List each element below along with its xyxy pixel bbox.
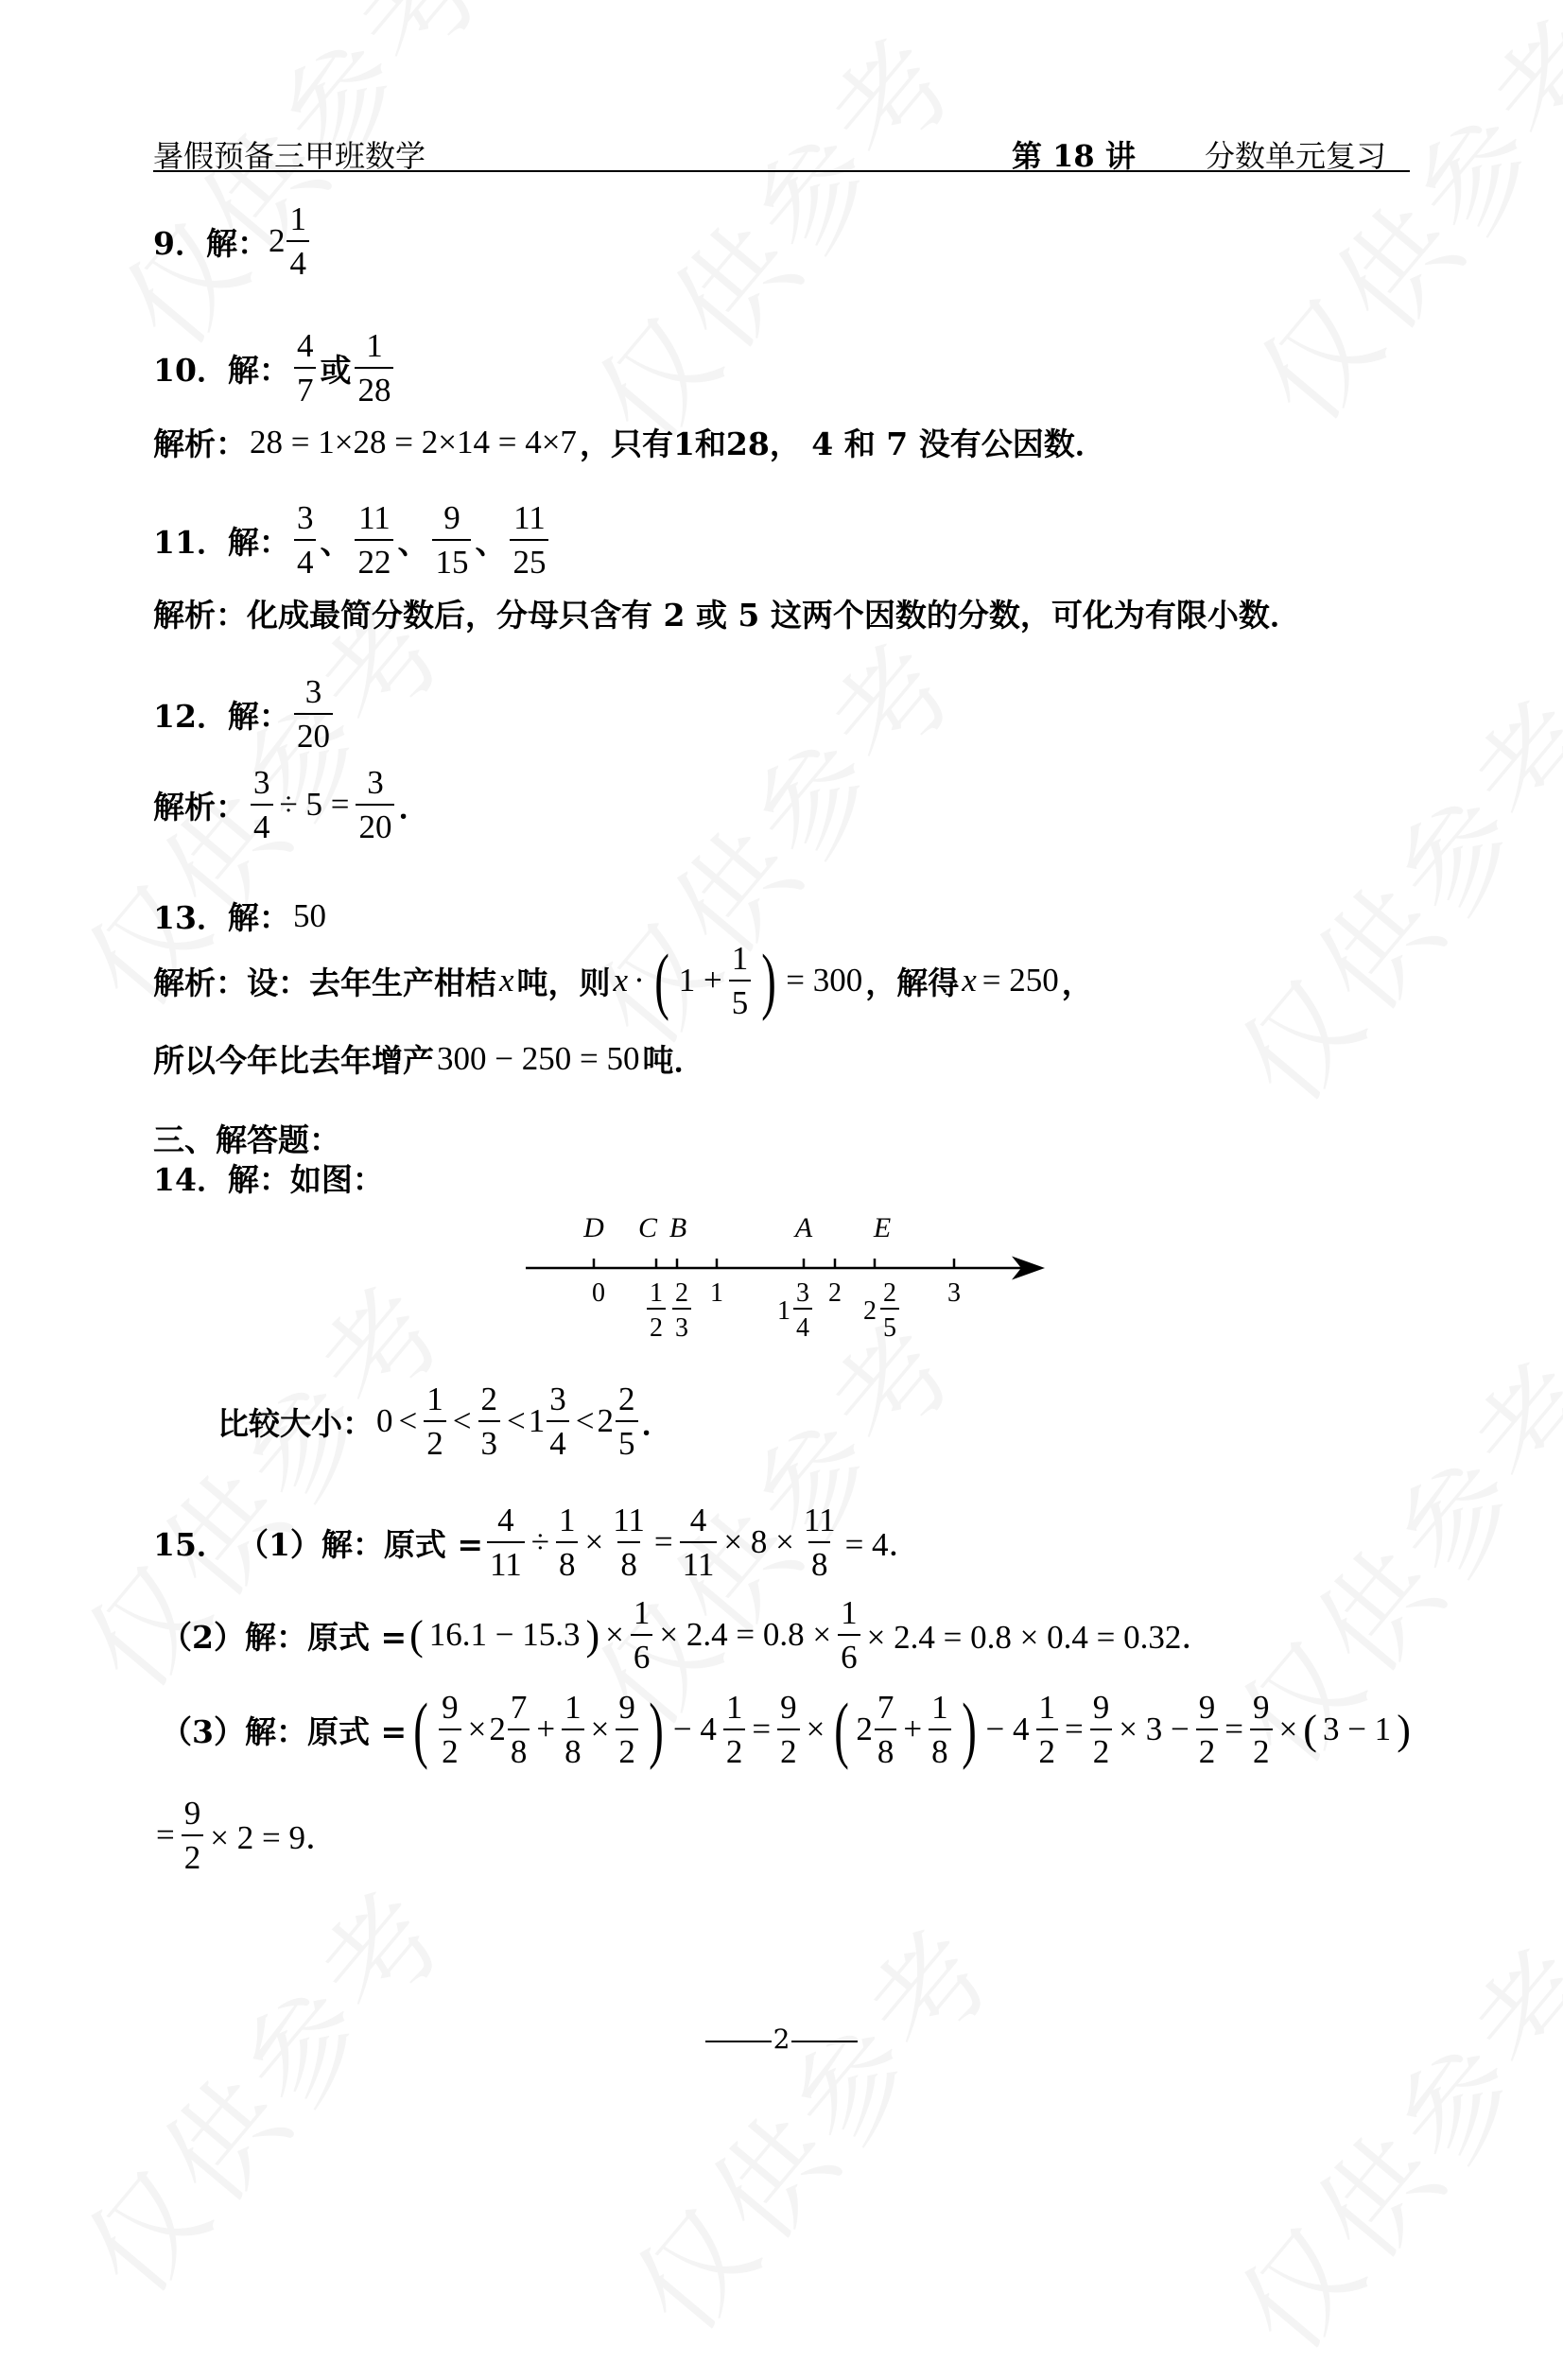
q12-line xyxy=(153,675,337,753)
tick-label-1: 1 xyxy=(710,1278,723,1308)
number-line-diagram xyxy=(511,1201,1059,1362)
numerator: 9 xyxy=(1198,1689,1216,1726)
operator: = xyxy=(1224,1711,1244,1747)
numerator: 3 xyxy=(367,764,384,801)
denominator: 6 xyxy=(838,1634,860,1674)
numerator: 3 xyxy=(304,673,322,710)
whole-part: 2 xyxy=(489,1711,506,1747)
fraction xyxy=(1250,1691,1273,1768)
denominator: 20 xyxy=(294,713,333,753)
q11-fraction xyxy=(355,501,393,579)
numerator: 2 xyxy=(675,1278,688,1308)
q15-part2 xyxy=(161,1596,1217,1674)
expression: × 2.4 = 0.8 × xyxy=(659,1616,832,1653)
analysis-text: ，只有1和28， 4 和 7 没有公因数． xyxy=(579,426,1106,462)
numerator: 7 xyxy=(510,1689,528,1726)
denominator: 4 xyxy=(251,804,273,843)
q15-part1 xyxy=(153,1503,925,1581)
fraction xyxy=(547,1382,569,1460)
fraction xyxy=(1196,1691,1219,1768)
denominator: 3 xyxy=(478,1420,501,1460)
operator: × 3 − xyxy=(1119,1711,1190,1747)
numerator: 2 xyxy=(480,1381,497,1417)
tick-label-0: 0 xyxy=(592,1278,605,1308)
operator: = xyxy=(752,1711,772,1747)
q12-label: 12．解： xyxy=(153,697,290,735)
numerator: 1 xyxy=(633,1594,651,1631)
variable-x: x xyxy=(613,962,629,999)
denominator: 4 xyxy=(547,1420,569,1460)
denominator: 2 xyxy=(1036,1729,1059,1768)
q13-label: 13．解： xyxy=(153,899,290,936)
watermark xyxy=(1216,0,1563,451)
fraction xyxy=(487,1503,525,1581)
dot-operator: · xyxy=(634,962,645,999)
part-label: （1）解：原式 = xyxy=(236,1525,484,1563)
denominator: 8 xyxy=(508,1729,530,1768)
numerator: 1 xyxy=(731,940,749,977)
numerator: 9 xyxy=(618,1689,635,1726)
operator: − 4 xyxy=(985,1711,1030,1747)
expression: × 2.4 = 0.8 × 0.4 = 0.32． xyxy=(866,1619,1215,1656)
section-heading: 三、解答题： xyxy=(153,1121,340,1158)
denominator: 8 xyxy=(556,1541,579,1581)
watermark xyxy=(1197,1905,1563,2380)
separator: 、 xyxy=(397,523,429,561)
result: × 2 = 9． xyxy=(210,1819,339,1856)
denominator: 20 xyxy=(356,804,394,843)
q9-fraction xyxy=(287,202,309,280)
q12-analysis xyxy=(153,766,429,843)
watermark xyxy=(43,1849,479,2324)
q11-fraction xyxy=(294,501,317,579)
or-word: 或 xyxy=(320,351,352,389)
numerator: 1 xyxy=(366,327,383,364)
expression: 1 + xyxy=(678,962,722,999)
numerator: 11 xyxy=(803,1502,836,1538)
q11-label: 11．解： xyxy=(153,523,290,561)
analysis-label: 解析： xyxy=(153,426,247,462)
operator: × xyxy=(1278,1711,1298,1747)
fraction xyxy=(478,1382,501,1460)
watermark xyxy=(554,0,990,470)
denominator: 15 xyxy=(432,539,471,579)
page-footer xyxy=(0,2024,1563,2055)
fraction xyxy=(680,1503,718,1581)
fraction xyxy=(610,1503,648,1581)
q11-fraction xyxy=(432,501,471,579)
fraction xyxy=(562,1691,584,1768)
right-paren: ) xyxy=(1397,1706,1411,1753)
left-paren: ( xyxy=(653,939,669,1021)
page-header xyxy=(153,127,1410,172)
q11-line xyxy=(153,501,552,579)
denominator: 2 xyxy=(182,1834,204,1874)
course-title: 暑假预备三甲班数学 xyxy=(153,138,426,174)
footer-dash-right xyxy=(791,2041,858,2042)
numerator: 9 xyxy=(1092,1689,1110,1726)
q9-line xyxy=(153,202,313,280)
less-than: < xyxy=(507,1402,526,1439)
operator: × xyxy=(584,1523,604,1560)
q15-part3-line2 xyxy=(153,1797,341,1874)
denominator: 3 xyxy=(675,1313,688,1343)
q11-analysis xyxy=(153,591,1301,635)
lecture-number: 第 18 讲 xyxy=(1012,138,1136,174)
fraction xyxy=(424,1382,446,1460)
operator: ÷ xyxy=(530,1523,549,1560)
q10-line xyxy=(153,329,397,407)
denominator: 25 xyxy=(510,539,548,579)
expression: 16.1 − 15.3 xyxy=(428,1616,581,1653)
denominator: 28 xyxy=(355,367,393,407)
left-paren: ( xyxy=(413,1688,428,1770)
q15-part3 xyxy=(161,1688,1414,1770)
denominator: 4 xyxy=(796,1313,809,1343)
operator: × 8 × xyxy=(723,1523,794,1560)
numerator: 1 xyxy=(931,1689,948,1726)
q13-analysis-line2 xyxy=(153,1036,704,1081)
operator: × xyxy=(605,1616,624,1653)
denominator: 22 xyxy=(355,539,393,579)
denominator: 6 xyxy=(631,1634,653,1674)
fraction xyxy=(508,1691,530,1768)
operator: × xyxy=(590,1711,610,1747)
denominator: 5 xyxy=(616,1420,638,1460)
left-paren: ( xyxy=(409,1611,424,1659)
operator: = xyxy=(1065,1711,1084,1747)
whole-part: 2 xyxy=(856,1711,873,1747)
numerator: 4 xyxy=(497,1502,514,1538)
denominator: 11 xyxy=(487,1541,525,1581)
fraction xyxy=(801,1503,839,1581)
fraction xyxy=(777,1691,800,1768)
fraction xyxy=(616,1382,638,1460)
denominator: 11 xyxy=(680,1541,718,1581)
part-label: （3）解：原式 = xyxy=(161,1712,408,1750)
right-paren: ) xyxy=(649,1688,664,1770)
compare-label: 比较大小： xyxy=(217,1404,373,1442)
numerator: 3 xyxy=(296,499,314,536)
denominator: 2 xyxy=(777,1729,800,1768)
fraction xyxy=(439,1691,461,1768)
numerator: 1 xyxy=(1038,1689,1056,1726)
less-than: < xyxy=(398,1402,418,1439)
numerator: 1 xyxy=(289,200,306,237)
operator: − 4 xyxy=(672,1711,717,1747)
analysis-text: 解析：化成最简分数后，分母只含有 2 或 5 这两个因数的分数，可化为有限小数． xyxy=(153,597,1301,634)
q13-answer: 50 xyxy=(292,896,326,934)
q9-whole: 2 xyxy=(268,222,286,259)
separator: 、 xyxy=(475,523,507,561)
analysis-text: 吨． xyxy=(642,1042,705,1079)
q14-label: 14．解：如图： xyxy=(153,1161,384,1198)
denominator: 2 xyxy=(439,1729,461,1768)
denominator: 2 xyxy=(616,1729,638,1768)
whole-part: 1 xyxy=(528,1402,546,1439)
denominator: 7 xyxy=(294,367,317,407)
part-label: （2）解：原式 = xyxy=(161,1618,408,1656)
point-label-b: B xyxy=(669,1212,687,1243)
fraction xyxy=(631,1596,653,1674)
numerator: 9 xyxy=(183,1795,201,1832)
fraction xyxy=(182,1797,204,1874)
operator: = xyxy=(653,1523,673,1560)
period: ． xyxy=(641,1404,673,1442)
numerator: 9 xyxy=(442,1689,459,1726)
denominator: 2 xyxy=(424,1420,446,1460)
less-than: < xyxy=(575,1402,595,1439)
value: 0 xyxy=(376,1402,393,1439)
numerator: 1 xyxy=(558,1502,576,1538)
fraction xyxy=(616,1691,638,1768)
operator: × xyxy=(467,1711,487,1747)
q12-answer-fraction xyxy=(294,675,333,753)
numerator: 1 xyxy=(426,1381,443,1417)
point-label-d: D xyxy=(583,1212,604,1243)
right-paren: ) xyxy=(585,1611,600,1659)
numerator: 9 xyxy=(780,1689,797,1726)
denominator: 8 xyxy=(562,1729,584,1768)
numerator: 9 xyxy=(443,499,460,536)
numerator: 1 xyxy=(725,1689,743,1726)
expression: 300 − 250 = 50 xyxy=(437,1039,640,1077)
analysis-text: 吨，则 xyxy=(516,964,611,1001)
numerator: 4 xyxy=(689,1502,707,1538)
fraction xyxy=(875,1691,897,1768)
operator: + xyxy=(903,1711,923,1747)
expression: = 300 xyxy=(786,962,863,999)
numerator: 4 xyxy=(296,327,314,364)
result: = 4． xyxy=(844,1526,922,1563)
numerator: 3 xyxy=(253,764,270,801)
fraction xyxy=(723,1691,746,1768)
variable-x: x xyxy=(499,962,514,999)
expression: = 250 xyxy=(981,962,1059,999)
analysis-text: 解析：设：去年生产柑桔 xyxy=(153,964,496,1001)
watermark xyxy=(81,0,517,375)
tick-label-2: 2 xyxy=(828,1278,842,1308)
denominator: 2 xyxy=(1090,1729,1113,1768)
numerator: 1 xyxy=(650,1278,663,1308)
whole-part: 2 xyxy=(597,1402,614,1439)
operator: + xyxy=(536,1711,556,1747)
q11-fraction xyxy=(510,501,548,579)
page-number: 2 xyxy=(773,2024,790,2055)
denominator: 2 xyxy=(1196,1729,1219,1768)
point-label-c: C xyxy=(637,1212,658,1243)
q9-label: 9．解： xyxy=(153,224,269,262)
fraction xyxy=(929,1691,951,1768)
numerator: 11 xyxy=(513,499,546,536)
numerator: 9 xyxy=(1253,1689,1270,1726)
comma: ， xyxy=(1061,964,1093,1001)
q14-compare xyxy=(217,1382,673,1460)
numerator: 11 xyxy=(358,499,391,536)
numerator: 2 xyxy=(618,1381,635,1417)
q10-label: 10．解： xyxy=(153,351,290,389)
denominator: 8 xyxy=(617,1541,640,1581)
operator: = xyxy=(156,1816,175,1853)
numerator: 3 xyxy=(549,1381,566,1417)
denominator: 4 xyxy=(287,240,309,280)
q10-fraction-1 xyxy=(294,329,317,407)
denominator: 8 xyxy=(875,1729,897,1768)
fraction xyxy=(356,766,394,843)
watermark xyxy=(592,1886,1028,2362)
fraction xyxy=(838,1596,860,1674)
tick-label-3: 3 xyxy=(947,1278,961,1308)
fraction xyxy=(251,766,273,843)
less-than: < xyxy=(452,1402,472,1439)
analysis-text: ，解得 xyxy=(865,964,960,1001)
fraction xyxy=(556,1503,579,1581)
whole-part: 2 xyxy=(863,1296,877,1326)
analysis-math: 28 = 1×28 = 2×14 = 4×7 xyxy=(250,423,577,460)
q13-line xyxy=(153,894,329,938)
fraction xyxy=(1090,1691,1113,1768)
separator: 、 xyxy=(320,523,352,561)
whole-part: 1 xyxy=(777,1296,790,1326)
lecture-topic: 分数单元复习 xyxy=(1205,138,1387,174)
period: ． xyxy=(398,788,430,825)
operator: × xyxy=(806,1711,825,1747)
denominator: 5 xyxy=(729,980,752,1019)
q13-analysis-line1 xyxy=(153,939,1093,1021)
footer-dash-left xyxy=(705,2041,772,2042)
numerator: 1 xyxy=(564,1689,582,1726)
operator: ÷ 5 = xyxy=(279,786,350,823)
variable-x: x xyxy=(962,962,977,999)
q15-label: 15． xyxy=(153,1525,228,1563)
numerator: 3 xyxy=(796,1278,809,1308)
fraction xyxy=(1036,1691,1059,1768)
denominator: 5 xyxy=(883,1313,896,1343)
denominator: 8 xyxy=(808,1541,831,1581)
analysis-label: 解析： xyxy=(153,788,247,825)
point-label-a: A xyxy=(794,1212,813,1243)
analysis-text: 所以今年比去年增产 xyxy=(153,1042,434,1079)
right-paren: ) xyxy=(761,939,777,1021)
q10-fraction-2 xyxy=(355,329,393,407)
right-paren: ) xyxy=(961,1688,977,1770)
left-paren: ( xyxy=(834,1688,850,1770)
numerator: 1 xyxy=(841,1594,858,1631)
q10-analysis xyxy=(153,420,1106,464)
watermark xyxy=(1197,657,1563,1133)
fraction xyxy=(729,942,752,1019)
denominator: 4 xyxy=(294,539,317,579)
numerator: 2 xyxy=(883,1278,896,1308)
left-paren: ( xyxy=(1303,1706,1317,1753)
denominator: 2 xyxy=(650,1313,663,1343)
denominator: 2 xyxy=(1250,1729,1273,1768)
point-label-e: E xyxy=(873,1212,892,1243)
numerator: 7 xyxy=(877,1689,894,1726)
expression: 3 − 1 xyxy=(1322,1711,1392,1747)
numerator: 11 xyxy=(613,1502,645,1538)
denominator: 2 xyxy=(723,1729,746,1768)
denominator: 8 xyxy=(929,1729,951,1768)
